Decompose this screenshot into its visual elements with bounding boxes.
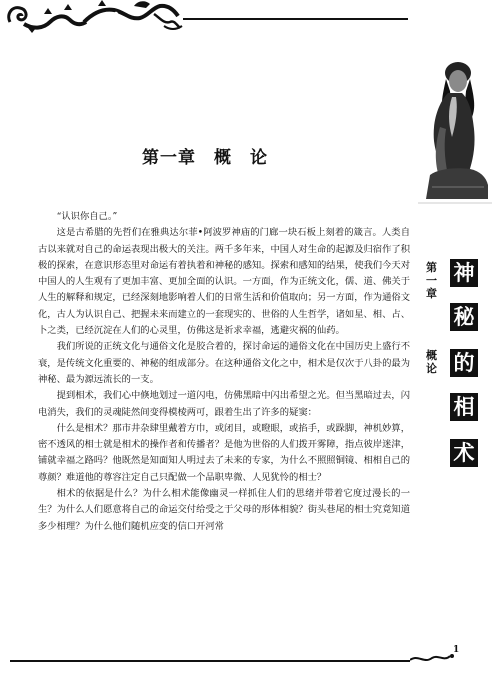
header-rule bbox=[183, 18, 408, 20]
footer-rule bbox=[10, 660, 410, 662]
book-title-char: 神 bbox=[450, 259, 478, 287]
side-tab bbox=[412, 259, 496, 474]
paragraph: 这是古希腊的先哲们在雅典达尔菲•阿波罗神庙的门廊一块石板上刻着的箴言。人类自古以来就对自己的命运表现出极大的关注。两千多年来，中国人对生命的起源及归宿作了积极的探索，在意识形态里对命运有着执着和神秘的感知。探索和感知的结果，使我们今天对中国人的人生观有了更加丰富、更加全面的认识。一方面，作为正统文化，儒、道、佛关于人生的解释和规定，已经深刻地影响着人们的日常生活和价值取向；另一方面，作为通俗文化，古人为认识自己、把握未来而建立的一套现实的、世俗的人生哲学，诸如星、相、占、卜之类，已经沉淀在人们的心灵里，仿佛这是祈求幸福，逃避灾祸的仙药。 bbox=[38, 227, 410, 337]
paragraph: 提到相术，我们心中倏地划过一道闪电，仿佛黑暗中闪出希望之光。但当黑暗过去，闪电消失，我们的灵魂陡然间变得模棱两可，跟着生出了许多的疑窦： bbox=[38, 390, 410, 418]
section-label bbox=[426, 349, 437, 375]
page-number: 1 bbox=[453, 645, 460, 655]
chapter-label-char: 一 bbox=[426, 274, 437, 287]
paragraph: 相术的依据是什么？为什么相术能像幽灵一样抓住人们的思绪并带着它度过漫长的一生？为什么人们愿意将自己的命运交付给受之于父母的形体相貌？街头巷尾的相士究竟知道多少相理？为什么他们随机应变的信口开河常 bbox=[38, 488, 410, 532]
dragon-ornament bbox=[4, 0, 186, 34]
body-text bbox=[38, 209, 410, 535]
chapter-label bbox=[426, 261, 437, 300]
chapter-title: 第一章 概 论 bbox=[142, 148, 268, 168]
book-title-char: 秘 bbox=[450, 303, 478, 331]
book-title-char: 的 bbox=[450, 349, 478, 377]
section-label-char: 概 bbox=[426, 349, 437, 362]
footer-ornament bbox=[410, 650, 456, 666]
chapter-label-char: 第 bbox=[426, 261, 437, 274]
paragraph: “认识你自己。” bbox=[56, 211, 118, 222]
paragraph: 什么是相术？那市井杂肆里戴着方巾，或闭目，或瞪眼，或掐手，或跺脚，神机妙算，密不透风的相士就是相术的操作者和传播者？是他为世俗的人们拨开雾障，指点彼岸迷津，铺就幸福之路吗？他既然是知面知人明过去了未来的专家，为什么不照照铜镜、相相自己的尊颜？难道他的尊容注定自己只配做一个品职卑微、人见犹怜的相士？ bbox=[38, 422, 410, 483]
paragraph: 我们所说的正统文化与通俗文化是胶合着的，探讨命运的通俗文化在中国历史上盛行不衰，是传统文化重要的、神秘的组成部分。在这种通俗文化之中，相术是仅次于八卦的最为神秘、最为源远流长的一支。 bbox=[38, 341, 410, 385]
section-label-char: 论 bbox=[426, 362, 437, 375]
portrait-photo bbox=[418, 57, 492, 204]
book-title-char: 相 bbox=[450, 393, 478, 421]
chapter-label-char: 章 bbox=[426, 287, 437, 300]
book-title-char: 术 bbox=[450, 439, 478, 467]
